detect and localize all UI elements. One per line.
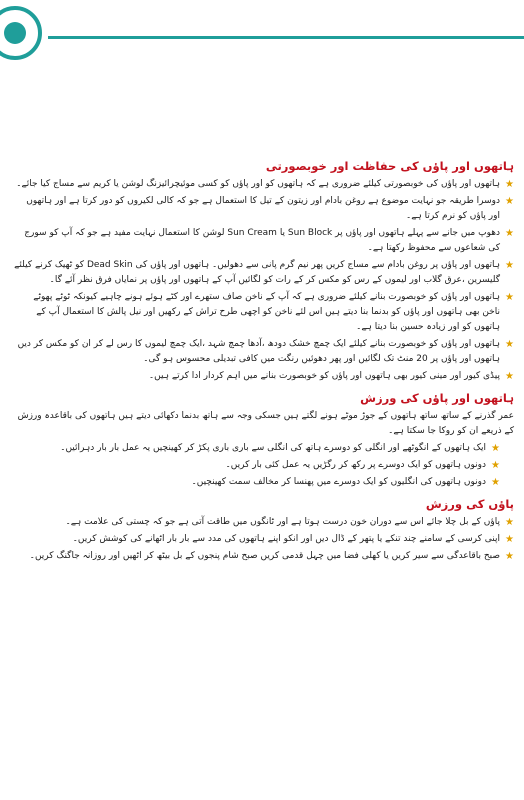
star-icon: ★ xyxy=(505,260,514,271)
star-icon: ★ xyxy=(505,339,514,350)
list-item: ★ اپنی کرسی کے سامنے چند تنکے یا پتھر کے ڈال دیں اور انکو اپنے ہاتھوں کی مدد سے بار بار اٹھانے کی کوشش کریں۔ xyxy=(72,534,514,545)
top-decoration xyxy=(0,0,524,80)
list-item: ★ ہاتھوں اور پاؤں پر روغن بادام سے مساج کریں پھر نیم گرم پانی سے دھولیں۔ ہاتھوں اور پاؤں کی Dead Skin کو ٹھیک کرنے کیلئے گلیسرین ،عرق گلاب اور لیموں کے رس کو مکس کر کے رات کو لگائیں آپ کے ہاتھوں اور پاؤں پر نمایاں فرق نظر آئے گا۔ xyxy=(14,260,514,285)
list-item: ★ دونوں ہاتھوں کو ایک دوسرے پر رکھ کر رگڑیں یہ عمل کئی بار کریں۔ xyxy=(225,460,500,471)
list-item: ★ ہاتھوں اور پاؤں کو خوبصورت بنانے کیلئے ایک چمچ خشک دودھ ،آدھا چمچ شہد ،ایک چمچ لیموں کا رس لے کر ان کو مکس کر دیں ہاتھوں اور پاؤں پر 20 منٹ تک لگائیں اور پھر دھوئیں رنگت میں کافی تبدیلی محسوس ہو گی۔ xyxy=(17,339,514,364)
list-item: ★ پاؤں کے بل چلا جائے اس سے دوران خون درست ہوتا ہے اور ٹانگوں میں طاقت آتی ہے جو کہ چستی کی علامت ہے۔ xyxy=(65,517,514,528)
star-icon: ★ xyxy=(491,460,500,471)
star-icon: ★ xyxy=(505,179,514,190)
header-line xyxy=(48,36,524,39)
list-item: ★ دونوں ہاتھوں کی انگلیوں کو ایک دوسرے میں پھنسا کر مخالف سمت کھینچیں۔ xyxy=(191,477,500,488)
circle-icon xyxy=(0,6,42,60)
section-heading-hand-exercise: ہاتھوں اور پاؤں کی ورزش xyxy=(360,391,514,405)
star-icon: ★ xyxy=(505,228,514,239)
section-heading-care: ہاتھوں اور پاؤں کی حفاظت اور خوبصورتی xyxy=(265,159,514,173)
list-item: ★ صبح باقاعدگی سے سیر کریں یا کھلی فضا میں چہل قدمی کریں صبح شام پنجوں کے بل بیٹھ کر اٹھیں اور روزانہ جاگنگ کریں۔ xyxy=(29,551,514,562)
list-item: ★ ہاتھوں اور پاؤں کو خوبصورت بنانے کیلئے ضروری ہے کہ آپ کے ناخن صاف ستھرے اور کٹے ہوئے ہونے چاہیے کیونکہ ٹوٹے پھوٹے ناخن بھی ہاتھوں اور پاؤں کو بدنما بنا دیتے ہیں اس لئے ناخن کو اچھی طرح تراش کے رکھیں اور نیل پالش کا استعمال آپ کے ہاتھوں کو اور زیادہ حسین بنا دیتا ہے۔ xyxy=(33,292,514,332)
list-item: ★ پیڈی کیور اور مینی کیور بھی ہاتھوں اور پاؤں کو خوبصورت بنانے میں اہم کردار ادا کرتے ہیں۔ xyxy=(148,371,514,382)
document xyxy=(14,158,514,738)
list-item: ★ دھوپ میں جانے سے پہلے ہاتھوں اور پاؤں پر Sun Block یا Sun Cream لوشن کا استعمال نہایت مفید ہے جو کہ آپ کو سورج کی شعاعوں سے محفوظ رکھتا ہے۔ xyxy=(24,228,514,253)
list-item: ★ ایک ہاتھوں کے انگوٹھے اور انگلی کو دوسرے ہاتھ کی انگلی سے باری باری پکڑ کر کھینچیں یہ عمل بار بار دہرائیں۔ xyxy=(60,443,500,454)
section-heading-foot-exercise: پاؤں کی ورزش xyxy=(425,497,514,511)
dot-icon xyxy=(4,22,26,44)
list-item: ★ ہاتھوں اور پاؤں کی خوبصورتی کیلئے ضروری ہے کہ ہاتھوں کو اور پاؤں کو کسی موئیچرائیزنگ لوشن یا کریم سے مساج کیا جائے۔ xyxy=(16,179,514,190)
star-icon: ★ xyxy=(505,534,514,545)
star-icon: ★ xyxy=(491,443,500,454)
star-icon: ★ xyxy=(505,196,514,207)
star-icon: ★ xyxy=(491,477,500,488)
list-item: ★ دوسرا طریقہ جو نہایت موضوع ہے روغن بادام اور زیتون کے تیل کا استعمال ہے جو کہ کالی لکیروں کو دور کرتا ہے اور ہاتھوں اور پاؤں کو نرم کرتا ہے۔ xyxy=(26,196,514,221)
section-intro: عمر گذرنے کے ساتھ ساتھ ہاتھوں کے جوڑ موٹے ہونے لگتے ہیں جسکی وجہ سے ہاتھ بدنما دکھائی دیتے ہیں ہاتھوں کی باقاعدہ ورزش کے ذریعے ان کو روکا جا سکتا ہے۔ xyxy=(17,411,514,436)
star-icon: ★ xyxy=(505,551,514,562)
star-icon: ★ xyxy=(505,292,514,303)
star-icon: ★ xyxy=(505,517,514,528)
star-icon: ★ xyxy=(505,371,514,382)
